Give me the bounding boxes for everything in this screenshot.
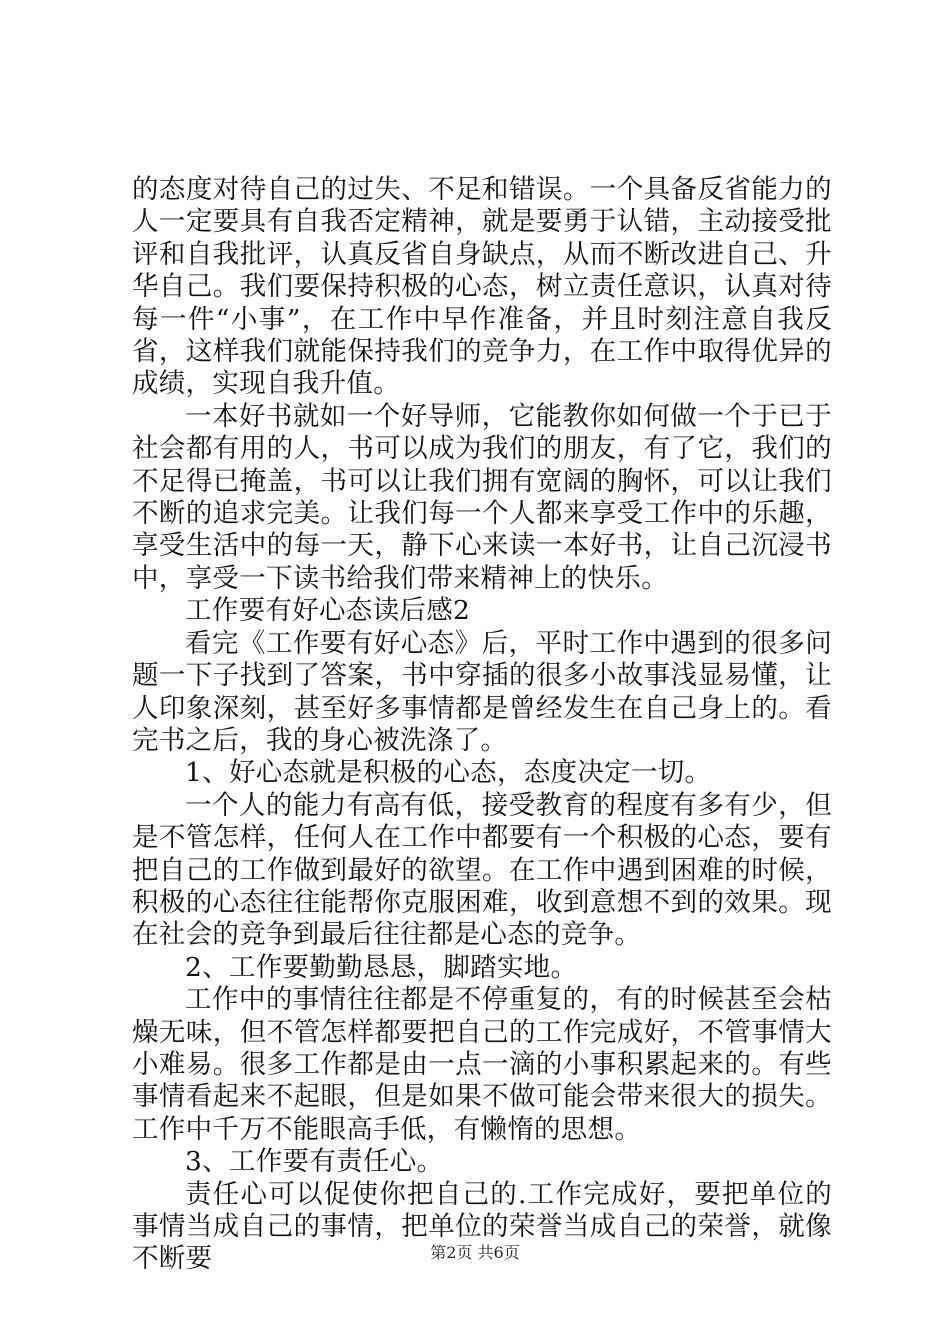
paragraph-point-3: 责任心可以促使你把自己的.工作完成好，要把单位的事情当成自己的事情，把单位的荣誉当成自己的荣誉，就像不断要 xyxy=(132,1178,832,1275)
paragraph-after-reading: 看完《工作要有好心态》后，平时工作中遇到的很多问题一下子找到了答案，书中穿插的很多小故事浅显易懂，让人印象深刻，甚至好多事情都是曾经发生在自己身上的。看完书之后，我的身心被洗涤了。 xyxy=(132,627,832,756)
paragraph-point-1: 一个人的能力有高有低，接受教育的程度有多有少，但是不管怎样，任何人在工作中都要有一个积极的心态，要有把自己的工作做到最好的欲望。在工作中遇到困难的时候，积极的心态往往能帮你克服困难，收到意想不到的效果。现在社会的竞争到最后往往都是心态的竞争。 xyxy=(132,789,832,951)
section-heading: 工作要有好心态读后感2 xyxy=(185,595,471,627)
paragraph-point-2: 工作中的事情往往都是不停重复的，有的时候甚至会枯燥无味，但不管怎样都要把自己的工作完成好，不管事情大小难易。很多工作都是由一点一滴的小事积累起来的。有些事情看起来不起眼，但是如果不做可能会带来很大的损失。工作中千万不能眼高手低，有懒惰的思想。 xyxy=(132,984,832,1145)
page-number-footer: 第2页 共6页 xyxy=(430,1243,520,1262)
paragraph-continuation: 的态度对待自己的过失、不足和错误。一个具备反省能力的人一定要具有自我否定精神，就是要勇于认错，主动接受批评和自我批评，认真反省自身缺点，从而不断改进自己、升华自己。我们要保持积极的心态，树立责任意识，认真对待每一件“小事”，在工作中早作准备，并且时刻注意自我反省，这样我们就能保持我们的竞争力，在工作中取得优异的成绩，实现自我升值。 xyxy=(132,174,832,400)
point-heading-2: 2、工作要勤勤恳恳，脚踏实地。 xyxy=(185,951,578,983)
point-heading-1: 1、好心态就是积极的心态，态度决定一切。 xyxy=(185,757,712,789)
paragraph-good-book: 一本好书就如一个好导师，它能教你如何做一个于已于社会都有用的人，书可以成为我们的朋友，有了它，我们的不足得已掩盖，书可以让我们拥有宽阔的胸怀，可以让我们不断的追求完美。让我们每一个人都来享受工作中的乐趣，享受生活中的每一天，静下心来读一本好书，让自己沉浸书中，享受一下读书给我们带来精神上的快乐。 xyxy=(132,400,832,594)
document-body xyxy=(132,174,832,1276)
point-heading-3: 3、工作要有责任心。 xyxy=(185,1146,444,1178)
